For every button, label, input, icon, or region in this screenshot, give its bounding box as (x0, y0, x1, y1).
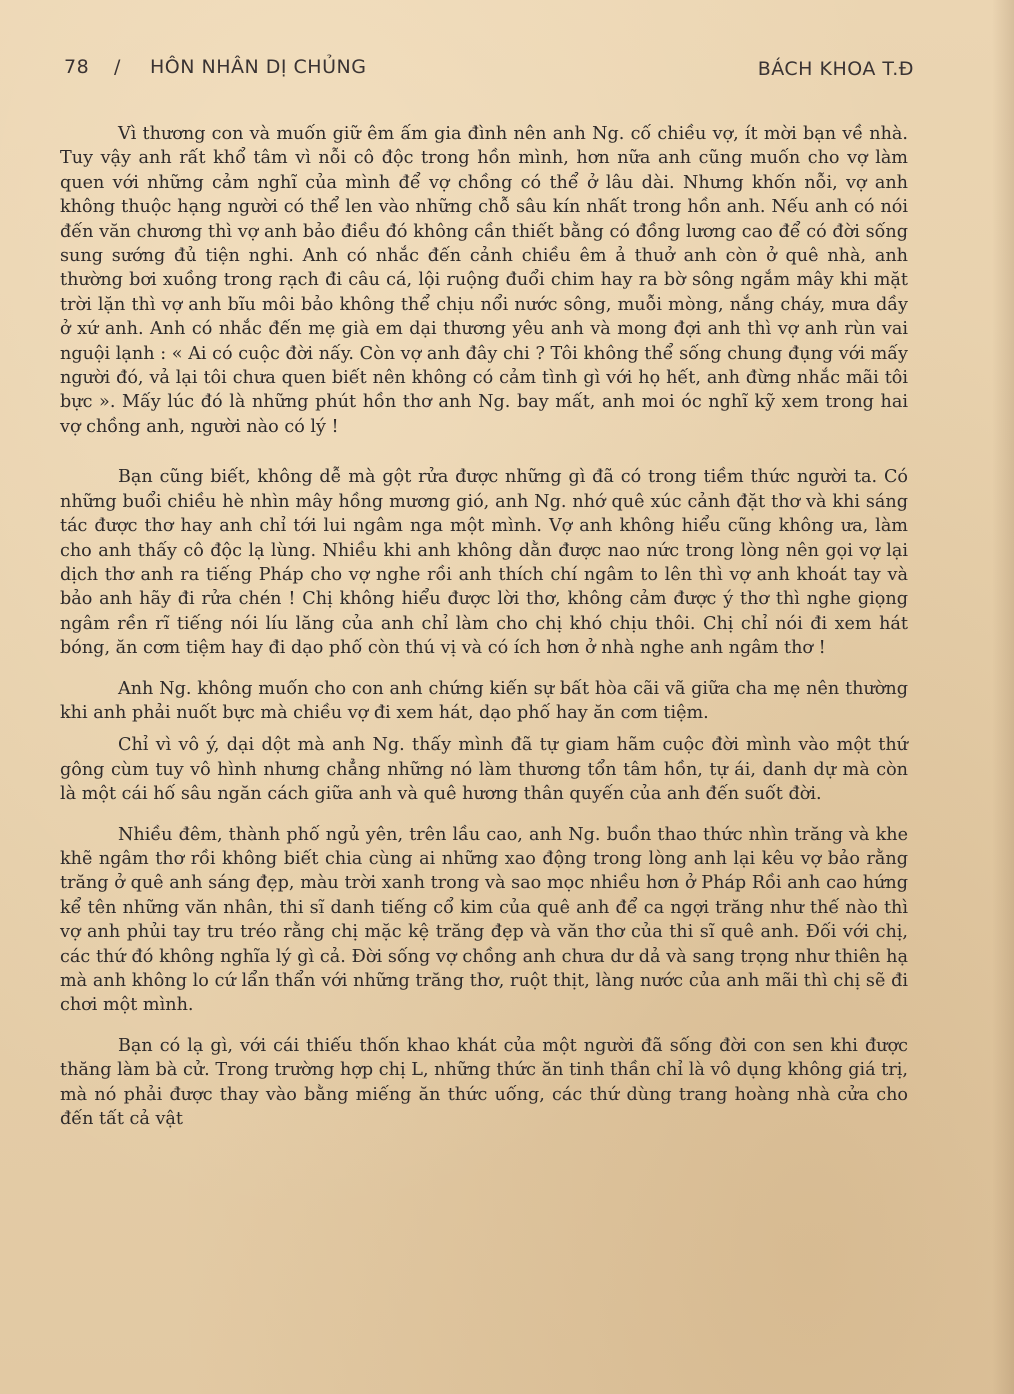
paragraph-1: Vì thương con và muốn giữ êm ấm gia đình nên anh Ng. cố chiều vợ, ít mời bạn về nhà. Tuy vậy anh rất khổ tâm vì nỗi cô độc trong hồn mình, hơn nữa anh cũng muốn cho vợ làm quen với những cảm nghĩ của mình để vợ chồng có thể ở lâu dài. Nhưng khốn nỗi, vợ anh không thuộc hạng người có thể len vào những chỗ sâu kín nhất trong hồn anh. Nếu anh có nói đến văn chương thì vợ anh bảo điều đó không cần thiết bằng có đồng lương cao để có đời sống sung sướng đủ tiện nghi. Anh có nhắc đến cảnh chiều êm ả thuở anh còn ở quê nhà, anh thường bơi xuồng trong rạch đi câu cá, lội ruộng đuổi chim hay ra bờ sông ngắm mây khi mặt trời lặn thì vợ anh bĩu môi bảo không thể chịu nổi nước sông, muỗi mòng, nắng cháy, mưa dầy ở xứ anh. Anh có nhắc đến mẹ già em dại thương yêu anh và mong đợi anh thì vợ anh rùn vai nguội lạnh : « Ai có cuộc đời nấy. Còn vợ anh đây chi ? Tôi không thể sống chung đụng với mấy người đó, vả lại tôi chưa quen biết nên không có cảm tình gì với họ hết, anh đừng nhắc mãi tôi bực ». Mấy lúc đó là những phút hồn thơ anh Ng. bay mất, anh moi óc nghĩ kỹ xem trong hai vợ chồng anh, người nào có lý ! (60, 124, 908, 437)
header-separator: / (114, 56, 121, 78)
paragraph-5: Nhiều đêm, thành phố ngủ yên, trên lầu cao, anh Ng. buồn thao thức nhìn trăng và khe khẽ ngâm thơ rồi không biết chia cùng ai những xao động trong lòng anh lại kêu vợ bảo rằng trăng ở quê anh sáng đẹp, màu trời xanh trong và sao mọc nhiều hơn ở Pháp Rồi anh cao hứng kể tên những văn nhân, thi sĩ danh tiếng cổ kim của quê anh để ca ngợi trăng như thế nào thì vợ anh phủi tay tru tréo rằng chị mặc kệ trăng đẹp và văn thơ của thi sĩ quê anh. Đối với chị, các thứ đó không nghĩa lý gì cả. Đời sống vợ chồng anh chưa dư dả và sang trọng như thiên hạ mà anh không lo cứ lẩn thẩn với những trăng thơ, ruột thịt, làng nước của anh mãi thì chị sẽ đi chơi một mình. (60, 824, 908, 1016)
paragraph-3: Anh Ng. không muốn cho con anh chứng kiến sự bất hòa cãi vã giữa cha mẹ nên thường khi anh phải nuốt bực mà chiều vợ đi xem hát, dạo phố hay ăn cơm tiệm. (60, 678, 908, 723)
paragraph-6: Bạn có lạ gì, với cái thiếu thốn khao khát của một người đã sống đời con sen khi được thăng làm bà cử. Trong trường hợp chị L, những thức ăn tinh thần chỉ là vô dụng không giá trị, mà nó phải được thay vào bằng miếng ăn thức uống, các thứ dùng trang hoàng nhà cửa cho đến tất cả vật (60, 1035, 908, 1130)
body-text (60, 122, 908, 1147)
paragraph-4: Chỉ vì vô ý, dại dột mà anh Ng. thấy mình đã tự giam hãm cuộc đời mình vào một thứ gông cùm tuy vô hình nhưng chẳng những nó làm thương tổn tâm hồn, tự ái, danh dự mà còn là một cái hố sâu ngăn cách giữa anh và quê hương thân quyến của anh đến suốt đời. (60, 735, 908, 805)
running-header (64, 52, 924, 86)
paragraph-2: Bạn cũng biết, không dễ mà gột rửa được những gì đã có trong tiềm thức người ta. Có những buổi chiều hè nhìn mây hồng mương gió, anh Ng. nhớ quê xúc cảnh đặt thơ và khi sáng tác được thơ hay anh chỉ tới lui ngâm nga một mình. Vợ anh không hiểu cũng không ưa, làm cho anh thấy cô độc lạ lùng. Nhiều khi anh không dằn được nao nức trong lòng nên gọi vợ lại dịch thơ anh ra tiếng Pháp cho vợ nghe rồi anh thích chí ngâm to lên thì vợ anh khoát tay và bảo anh hãy đi rửa chén ! Chị không hiểu được lời thơ, không cảm được ý thơ thì nghe giọng ngâm rền rĩ tiếng nói líu lăng của anh chỉ làm cho chị khó chịu thôi. Chị chỉ nói đi xem hát bóng, ăn cơm tiệm hay đi dạo phố còn thú vị và có ích hơn ở nhà nghe anh ngâm thơ ! (60, 467, 908, 659)
page-edge-shadow (992, 0, 1014, 1394)
chapter-title: HÔN NHÂN DỊ CHỦNG (150, 56, 367, 78)
page-number: 78 (64, 56, 90, 78)
book-title: BÁCH KHOA T.Đ (757, 58, 914, 80)
